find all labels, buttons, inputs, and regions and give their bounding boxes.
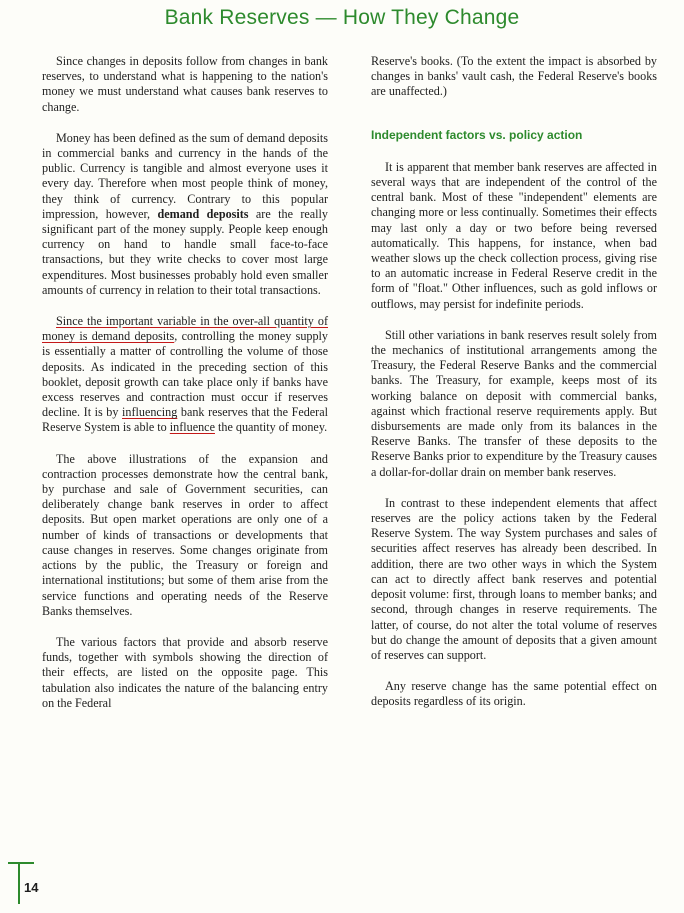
paragraph xyxy=(42,131,328,298)
page-title: Bank Reserves — How They Change xyxy=(164,6,520,29)
paragraph: Since changes in deposits follow from changes in bank reserves, to understand what is happening to the nation's money we must understand what causes bank reserves to change. xyxy=(42,54,328,114)
bold-term: demand deposits xyxy=(157,206,249,221)
paragraph: Any reserve change has the same potential effect on deposits regardless of its origin. xyxy=(371,679,657,709)
page-marker-bar xyxy=(8,862,34,864)
left-column xyxy=(42,54,328,727)
right-column xyxy=(371,54,657,726)
paragraph: Reserve's books. (To the extent the impact is absorbed by changes in banks' vault cash, the Federal Reserve's books are unaffected.) xyxy=(371,54,657,99)
paragraph: Still other variations in bank reserves result solely from the mechanics of institutional arrangements among the Treasury, the Federal Reserve Banks and the commercial banks. The Treasury, for example, keeps most of its working balance on deposit with commercial banks, against which fractional reserve requirements apply. But disbursements are made only from its balances in the Reserve Banks. The transfer of these deposits to the Reserve Banks prior to expenditure by the Treasury causes a dollar-for-dollar drain on member bank reserves. xyxy=(371,327,657,479)
text-run: are the really significant part of the money supply. People keep enough currency on hand to handle small face-to-face transactions, but they write checks to cover most large expenditures. Most businesses probably hold even smaller amounts of currency in relation to their total transactions. xyxy=(42,206,328,297)
text-run: the quantity of money. xyxy=(214,420,328,435)
underlined-text: influence xyxy=(169,420,215,435)
underlined-text: influencing xyxy=(122,405,178,420)
section-heading: Independent factors vs. policy action xyxy=(371,127,583,142)
paragraph xyxy=(42,314,328,436)
paragraph: The various factors that provide and absorb reserve funds, together with symbols showing the direction of their effects, are listed on the opposite page. This tabulation also indicates the nature of the balancing entry on the Federal xyxy=(42,634,328,710)
text-run: bank reserves that the Federal Reserve System is able to xyxy=(42,405,328,435)
paragraph: It is apparent that member bank reserves are affected in several ways that are independent of the control of the central bank. Most of these "independent" elements are changing more or less continually. Sometimes their effects may last only a day or two before being reversed automatically. This happens, for instance, when bad weather slows up the check collection process, giving rise to an automatic increase in Federal Reserve credit in the form of "float." Other influences, such as gold inflows or outflows, may persist for indefinite periods. xyxy=(371,159,657,311)
paragraph: The above illustrations of the expansion and contraction processes demonstrate how the central bank, by purchase and sale of Government securities, can deliberately change bank reserves in order to affect deposits. But open market operations are only one of a number of kinds of transactions or developments that cause changes in reserves. Some changes originate from actions by the public, the Treasury or foreign and international institutions; but some of them arise from the service functions and operating needs of the Reserve Banks themselves. xyxy=(42,451,328,618)
paragraph: In contrast to these independent elements that affect reserves are the policy actions taken by the Federal Reserve System. The way System purchases and sales of securities affect reserves has already been described. In addition, there are two other ways in which the System can act to directly affect bank reserves and potential deposit volume: first, through loans to member banks; and second, through changes in reserve requirements. The latter, of course, do not alter the total volume of reserves but do change the amount of deposits that a given amount of reserves can support. xyxy=(371,495,657,662)
underlined-text: Since the important variable in the over-all quantity of money is demand deposits xyxy=(42,314,328,344)
page-marker-stem xyxy=(18,862,20,904)
text-run: Money has been defined as the sum of demand deposits in commercial banks and currency in the hands of the public. Currency is tangible and almost everyone uses it every day. Therefore when most people think of money, they think of currency. Contrary to this popular impression, however, xyxy=(42,130,328,221)
page-number: 14 xyxy=(24,880,39,895)
text-run: , controlling the money supply is essentially a matter of controlling the volume of those deposits. As indicated in the preceding section of this booklet, deposit growth can take place only if banks have excess reserves and contraction must occur if reserves decline. It is by xyxy=(42,329,328,420)
